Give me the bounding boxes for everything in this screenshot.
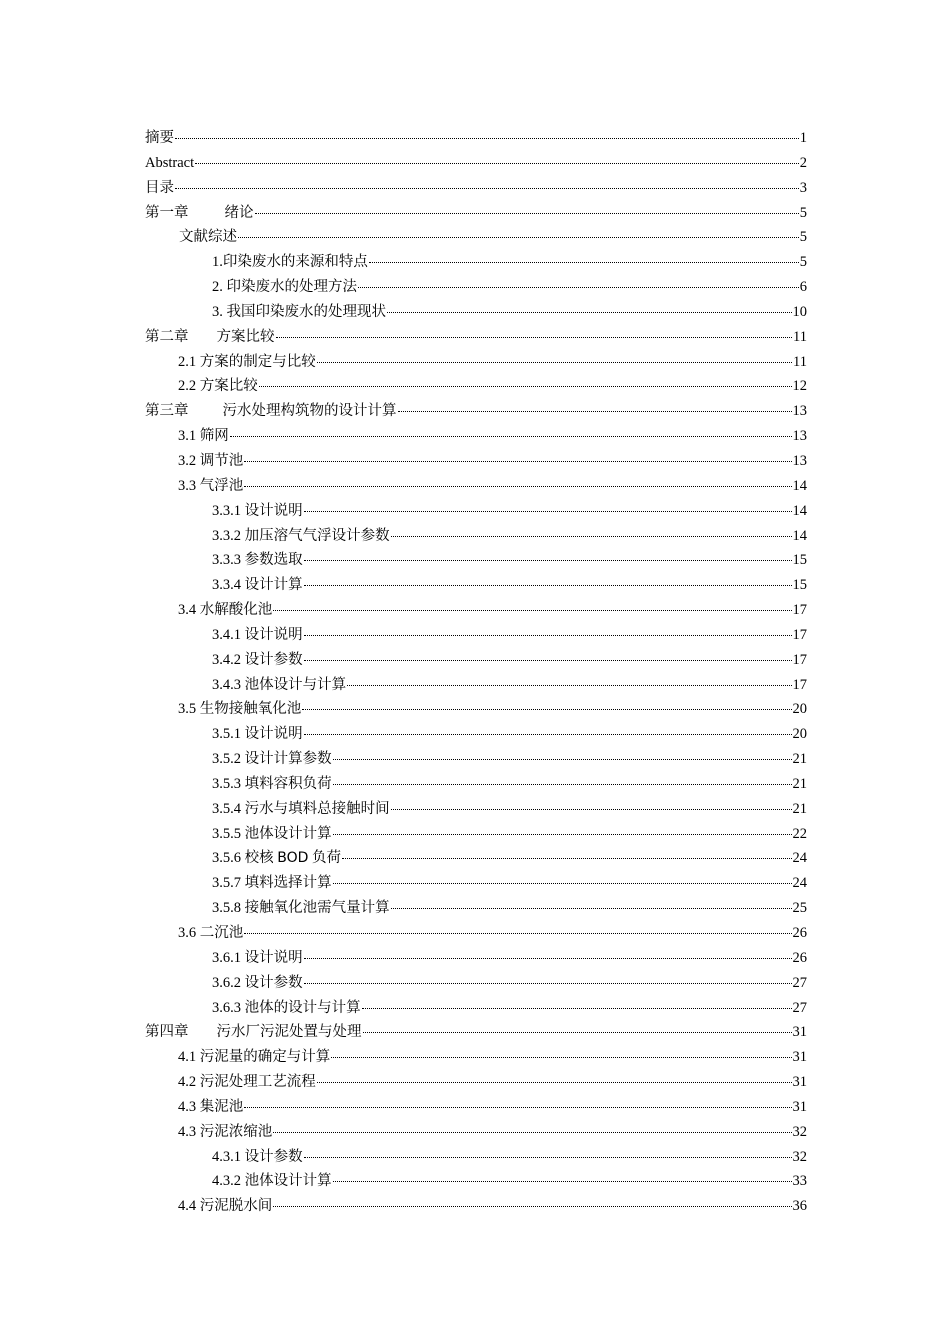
toc-page-number: 21 xyxy=(792,775,807,792)
toc-entry[interactable] xyxy=(145,846,807,871)
toc-page-number: 13 xyxy=(792,428,807,445)
toc-entry-title xyxy=(178,350,316,375)
toc-entry-title xyxy=(212,300,386,325)
dot-leader xyxy=(244,486,791,487)
dot-leader xyxy=(333,883,792,884)
toc-title-text: 3.6.2 设计参数 xyxy=(212,974,303,991)
toc-title-text: 3.5 生物接触氧化池 xyxy=(178,701,302,718)
toc-title-text: 3.2 调节池 xyxy=(178,452,244,469)
toc-title-text: 4.4 污泥脱水间 xyxy=(178,1198,273,1215)
toc-title-text: 1.印染废水的来源和特点 xyxy=(212,254,368,271)
toc-entry[interactable] xyxy=(145,747,807,772)
dot-leader xyxy=(304,511,792,512)
toc-title-text: 4.3 集泥池 xyxy=(178,1098,244,1115)
toc-page-number: 6 xyxy=(799,279,807,296)
toc-page-number: 32 xyxy=(792,1123,807,1140)
toc-entry-title xyxy=(212,896,390,921)
dot-leader xyxy=(259,386,792,387)
toc-title-text: 3.5.8 接触氧化池需气量计算 xyxy=(212,900,390,917)
toc-entry-title xyxy=(212,797,390,822)
toc-entry-title xyxy=(145,151,194,176)
toc-title-text: 摘要 xyxy=(145,130,174,146)
dot-leader xyxy=(304,660,792,661)
toc-page-number: 14 xyxy=(792,477,807,494)
dot-leader xyxy=(273,610,791,611)
dot-leader xyxy=(175,138,799,139)
toc-entry-title xyxy=(212,673,346,698)
toc-page-number: 5 xyxy=(799,254,807,271)
toc-title-text: 3.3.3 参数选取 xyxy=(212,552,303,569)
toc-entry-title xyxy=(212,573,303,598)
toc-entry[interactable] xyxy=(145,275,807,300)
toc-entry-title xyxy=(145,399,397,424)
toc-title-text: 3.5.3 填料容积负荷 xyxy=(212,775,332,792)
toc-entry-title xyxy=(178,1194,272,1219)
dot-leader xyxy=(391,908,792,909)
toc-title-text: 3.4.1 设计说明 xyxy=(212,626,303,643)
toc-entry-title xyxy=(212,1169,332,1194)
toc-page-number: 17 xyxy=(792,676,807,693)
dot-leader xyxy=(255,213,799,214)
toc-entry[interactable] xyxy=(145,921,807,946)
dot-leader xyxy=(391,809,792,810)
toc-page-number: 20 xyxy=(792,701,807,718)
toc-entry[interactable] xyxy=(145,374,807,399)
toc-entry-title xyxy=(145,201,254,226)
toc-entry-title xyxy=(178,449,243,474)
toc-page-number: 27 xyxy=(792,974,807,991)
dot-leader xyxy=(273,1206,791,1207)
dot-leader xyxy=(363,1032,792,1033)
toc-entry-title xyxy=(212,1145,303,1170)
toc-entry-title xyxy=(178,374,258,399)
dot-leader xyxy=(244,1107,791,1108)
dot-leader xyxy=(195,163,799,164)
toc-title-text: 目录 xyxy=(145,179,174,196)
toc-entry[interactable] xyxy=(145,797,807,822)
toc-title-text: 2. 印染废水的处理方法 xyxy=(212,279,357,296)
toc-entry-title xyxy=(212,971,303,996)
toc-entry[interactable] xyxy=(145,697,807,722)
dot-leader xyxy=(317,1082,792,1083)
toc-entry-title xyxy=(212,722,303,747)
toc-page-number: 24 xyxy=(792,850,807,867)
toc-page-number: 10 xyxy=(792,303,807,320)
toc-entry-title xyxy=(212,648,303,673)
toc-title-text: 3.4.3 池体设计与计算 xyxy=(212,676,347,693)
toc-entry-title xyxy=(178,1120,272,1145)
toc-title-text: 负荷 xyxy=(308,850,342,867)
toc-entry[interactable] xyxy=(145,673,807,698)
toc-entry-title xyxy=(179,225,237,250)
dot-leader xyxy=(276,337,793,338)
toc-entry-title xyxy=(178,474,243,499)
toc-page-number: 24 xyxy=(792,875,807,892)
dot-leader xyxy=(238,237,799,238)
toc-entry[interactable] xyxy=(145,573,807,598)
toc-entry[interactable] xyxy=(145,722,807,747)
toc-page-number: 15 xyxy=(792,577,807,594)
toc-entry[interactable] xyxy=(145,548,807,573)
toc-entry[interactable] xyxy=(145,300,807,325)
toc-title-text: 3.4.2 设计参数 xyxy=(212,651,303,668)
toc-page-number: 32 xyxy=(792,1148,807,1165)
dot-leader xyxy=(333,1181,792,1182)
dot-leader xyxy=(398,411,792,412)
toc-entry[interactable] xyxy=(145,201,807,226)
toc-entry-title xyxy=(178,1045,330,1070)
toc-entry-title xyxy=(212,747,332,772)
dot-leader xyxy=(358,287,799,288)
dot-leader xyxy=(333,834,792,835)
toc-entry-title xyxy=(212,623,303,648)
toc-title-text: 3.5.2 设计计算参数 xyxy=(212,751,332,768)
toc-page-number: 25 xyxy=(792,900,807,917)
dot-leader xyxy=(244,461,791,462)
toc-title-prefix: 3.5.6 校核 xyxy=(212,850,278,867)
toc-title-text: 方案比较 xyxy=(216,328,275,345)
toc-title-text: 3.3 气浮池 xyxy=(178,477,244,494)
toc-title-text: 4.3.1 设计参数 xyxy=(212,1148,303,1165)
toc-title-text: 3.5.4 污水与填料总接触时间 xyxy=(212,800,390,817)
toc-page-number: 17 xyxy=(792,626,807,643)
dot-leader xyxy=(333,759,792,760)
toc-entry[interactable] xyxy=(145,871,807,896)
toc-entry[interactable] xyxy=(145,896,807,921)
toc-page-number: 12 xyxy=(792,378,807,395)
toc-page-number: 20 xyxy=(792,726,807,743)
toc-entry-title xyxy=(212,524,390,549)
toc-page-number: 31 xyxy=(792,1074,807,1091)
toc-entry-title xyxy=(212,871,332,896)
toc-entry-title xyxy=(178,598,272,623)
toc-entry[interactable] xyxy=(145,1120,807,1145)
dot-leader xyxy=(369,262,799,263)
toc-entry-title xyxy=(212,548,303,573)
dot-leader xyxy=(304,585,792,586)
toc-page-number: 11 xyxy=(793,328,807,345)
toc-page-number: 3 xyxy=(799,179,807,196)
toc-title-text: 3.1 筛网 xyxy=(178,428,229,445)
toc-page-number: 17 xyxy=(792,651,807,668)
toc-title-text: 2.1 方案的制定与比较 xyxy=(178,353,316,370)
toc-title-text: 3.6.1 设计说明 xyxy=(212,949,303,966)
toc-title-text: 3.5.7 填料选择计算 xyxy=(212,875,332,892)
dot-leader xyxy=(304,560,792,561)
toc-entry-title xyxy=(212,772,332,797)
toc-entry[interactable] xyxy=(145,648,807,673)
toc-entry[interactable] xyxy=(145,449,807,474)
toc-entry-title xyxy=(212,250,368,275)
toc-entry[interactable] xyxy=(145,325,807,350)
toc-entry[interactable] xyxy=(145,996,807,1021)
toc-title-abbrev: BOD xyxy=(277,850,309,867)
toc-entry[interactable] xyxy=(145,225,807,250)
toc-title-text: Abstract xyxy=(145,154,195,171)
toc-title-text: 3.6 二沉池 xyxy=(178,925,244,941)
toc-page-number: 31 xyxy=(792,1049,807,1066)
toc-entry[interactable] xyxy=(145,151,807,176)
toc-page-number: 17 xyxy=(792,602,807,619)
dot-leader xyxy=(342,858,791,859)
toc-entry[interactable] xyxy=(145,772,807,797)
toc-title-text: 3.4 水解酸化池 xyxy=(178,602,273,619)
toc-entry[interactable] xyxy=(145,822,807,847)
dot-leader xyxy=(244,933,791,934)
toc-entry-title xyxy=(145,176,174,201)
toc-entry-title xyxy=(212,946,303,971)
dot-leader xyxy=(362,1008,792,1009)
dot-leader xyxy=(273,1132,791,1133)
chapter-number: 第三章 xyxy=(145,403,189,420)
toc-title-text: 3.3.2 加压溶气气浮设计参数 xyxy=(212,527,390,544)
dot-leader xyxy=(391,536,792,537)
toc-entry-title xyxy=(212,499,303,524)
toc-entry[interactable] xyxy=(145,1045,807,1070)
toc-title-text: 3.6.3 池体的设计与计算 xyxy=(212,999,361,1016)
dot-leader xyxy=(387,312,792,313)
toc-page-number: 15 xyxy=(792,552,807,569)
dot-leader xyxy=(331,1057,791,1058)
toc-page-number: 14 xyxy=(792,502,807,519)
toc-page-number: 22 xyxy=(792,825,807,842)
toc-entry[interactable] xyxy=(145,474,807,499)
toc-entry-title xyxy=(178,921,243,946)
dot-leader xyxy=(304,734,792,735)
toc-page-number: 5 xyxy=(799,204,807,221)
toc-page-number: 36 xyxy=(792,1198,807,1215)
toc-entry[interactable] xyxy=(145,126,807,151)
toc-entry-title xyxy=(212,275,357,300)
toc-entry-title xyxy=(212,846,341,871)
dot-leader xyxy=(304,958,792,959)
dot-leader xyxy=(317,362,792,363)
toc-entry[interactable] xyxy=(145,399,807,424)
toc-entry-title xyxy=(178,1070,316,1095)
toc-entry[interactable] xyxy=(145,176,807,201)
toc-entry-title xyxy=(178,697,301,722)
toc-entry[interactable] xyxy=(145,623,807,648)
toc-title-text: 3.3.4 设计计算 xyxy=(212,577,303,594)
toc-entry[interactable] xyxy=(145,1169,807,1194)
toc-title-text: 4.2 污泥处理工艺流程 xyxy=(178,1074,316,1091)
toc-title-text: 3.3.1 设计说明 xyxy=(212,502,303,519)
toc-title-text: 3. 我国印染废水的处理现状 xyxy=(212,303,386,320)
chapter-number: 第四章 xyxy=(145,1024,189,1041)
toc-page-number: 11 xyxy=(793,353,807,370)
toc-title-text: 绪论 xyxy=(224,204,254,221)
dot-leader xyxy=(347,685,791,686)
toc-page-number: 31 xyxy=(792,1024,807,1041)
toc-entry[interactable] xyxy=(145,424,807,449)
dot-leader xyxy=(230,436,792,437)
table-of-contents xyxy=(145,126,807,1219)
toc-title-text: 4.1 污泥量的确定与计算 xyxy=(178,1049,331,1066)
toc-page-number: 1 xyxy=(799,130,807,146)
toc-entry-title xyxy=(212,996,361,1021)
toc-entry[interactable] xyxy=(145,524,807,549)
dot-leader xyxy=(304,635,792,636)
toc-page-number: 13 xyxy=(792,403,807,420)
chapter-number: 第一章 xyxy=(145,204,189,221)
toc-entry-title xyxy=(145,325,275,350)
dot-leader xyxy=(333,784,792,785)
toc-page-number: 33 xyxy=(792,1173,807,1190)
toc-page-number: 2 xyxy=(799,154,807,171)
dot-leader xyxy=(175,188,799,189)
toc-entry-title xyxy=(178,424,229,449)
toc-entry[interactable] xyxy=(145,499,807,524)
toc-entry[interactable] xyxy=(145,1194,807,1219)
dot-leader xyxy=(304,1157,792,1158)
toc-entry-title xyxy=(212,822,332,847)
toc-entry[interactable] xyxy=(145,1070,807,1095)
toc-entry[interactable] xyxy=(145,250,807,275)
toc-entry-title xyxy=(145,1020,362,1045)
toc-entry[interactable] xyxy=(145,350,807,375)
toc-page-number: 21 xyxy=(792,800,807,817)
toc-entry-title xyxy=(145,126,174,151)
toc-title-text: 4.3 污泥浓缩池 xyxy=(178,1123,273,1140)
toc-title-text: 污水厂污泥处置与处理 xyxy=(216,1024,362,1041)
toc-entry[interactable] xyxy=(145,1095,807,1120)
toc-page-number: 13 xyxy=(792,452,807,469)
toc-title-text: 文献综述 xyxy=(179,229,237,246)
toc-page-number: 31 xyxy=(792,1098,807,1115)
toc-entry[interactable] xyxy=(145,946,807,971)
toc-page-number: 5 xyxy=(799,229,807,246)
toc-page-number: 26 xyxy=(792,925,807,941)
dot-leader xyxy=(304,983,792,984)
toc-entry[interactable] xyxy=(145,598,807,623)
toc-title-text: 4.3.2 池体设计计算 xyxy=(212,1173,332,1190)
toc-title-text: 污水处理构筑物的设计计算 xyxy=(222,403,397,420)
toc-entry[interactable] xyxy=(145,1020,807,1045)
dot-leader xyxy=(302,709,791,710)
toc-page-number: 26 xyxy=(792,949,807,966)
toc-title-text: 2.2 方案比较 xyxy=(178,378,258,395)
toc-entry-title xyxy=(178,1095,243,1120)
toc-page-number: 14 xyxy=(792,527,807,544)
toc-title-text: 3.5.1 设计说明 xyxy=(212,726,303,743)
chapter-number: 第二章 xyxy=(145,328,189,345)
toc-entry[interactable] xyxy=(145,971,807,996)
toc-page-number: 27 xyxy=(792,999,807,1016)
toc-title-text: 3.5.5 池体设计计算 xyxy=(212,825,332,842)
toc-entry[interactable] xyxy=(145,1145,807,1170)
toc-page-number: 21 xyxy=(792,751,807,768)
